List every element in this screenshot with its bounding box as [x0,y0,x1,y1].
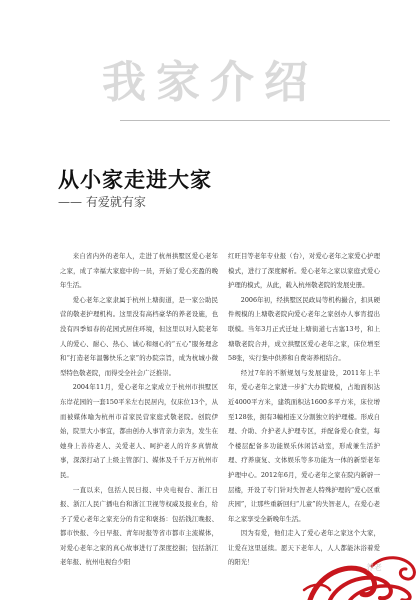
section-banner-title: 我家介绍 [102,57,318,108]
paragraph: 一直以来，包括人民日报、中央电视台、浙江日报、浙江人民广播电台和浙江卫视等权威及报业台，给予了爱心老年之家充分的肯定和褒扬：包括钱江晚报、都市快报、今日早报、青年时报等省市都市主流媒体，对爱心老年之家的真心故事进行了深度挖掘；包括浙江老年报、杭州电视台少阳 [60,485,218,567]
auspicious-cloud-icon [300,520,420,600]
banner-divider [120,120,390,121]
paragraph: 爱心老年之家隶属于杭州上塘街道，是一家公助民营的敬老护理机构。这里没有高档豪华的养老设施，也没有四季如春的花园式居住环境，但这里以对入院老年人的爱心、耐心、热心、诚心和细心的“五心”服务理念和“打造老年温馨快乐之家”的办院宗旨，成为杭城小微型特色敬老院，而得受全社会广泛推崇。 [60,295,218,377]
paragraph: 经过7年的不断规划与发展建设，2011年上半年，爱心老年之家进一步扩大办院规模，占地面积达近4000平方米，建筑面积达1600多平方米，床位增至128张，拥有3幢相连又分割独立的护理楼。形成自理、介助、介护老人护理专区，并配备爱心食堂，每个楼层配备多功能娱乐休闲活动室，形成兼生活护理、疗养康复、文体娱乐等多功能为一体的新型老年护理中心。2012年6月，爱心老年之家在院内新辟一层楼，开设了专门针对失智老人特殊护理的“爱心区重庆园”，让那些重新回归“儿童”的失智老人，在爱心老年之家享受全新晚年生活。 [228,368,380,523]
article-column-left [60,249,218,570]
article-title: 从小家走进大家 [58,168,212,192]
paragraph: 因为有爱，他们走入了爱心老年之家这个大家，让爱在这里延续。愿天下老年人，人人都能沐浴着爱的阳光！ [228,529,380,567]
paragraph: 红旺目等老年专业报（台），对爱心老年之家爱心护理模式，进行了深度解析。爱心老年之家以家庭式爱心护理的模式，从此，载入杭州敬老院的发展史册。 [228,252,380,290]
paragraph: 2004年11月，爱心老年之家成立于杭州市拱墅区东岸花园的一套150平米左右民居内，仅床位13个，从而被媒体喻为杭州市首家民营家庭式敬老院。创院伊始，院里大小事宜，都由创办人事宵亲力亲为，发生在她身上善待老人、关爱老人、呵护老人的许多真情故事，深深打动了上级主管部门、媒体及千千万万杭州市民。 [60,383,218,479]
paragraph: 来自省内外的老年人，走进了杭州拱墅区爱心老年之家，成了幸福大家庭中的一员，开始了爱心充盈的晚年生活。 [60,252,218,290]
watermark: 养老 [366,563,382,572]
article-subtitle: —— 有爱就有家 [58,195,146,209]
paragraph: 2006年初，经拱墅区民政局等机构撮合，扣具硬件规模的上塘敬老院向爱心老年之家创办人事宵提出联模。当年3月正式迁址上塘街道七古塞13号，和上塘敬老院合并，成立拱墅区爱心老年之家，床位增至58张，实行集中供养和自费寄养相结合。 [228,295,380,363]
